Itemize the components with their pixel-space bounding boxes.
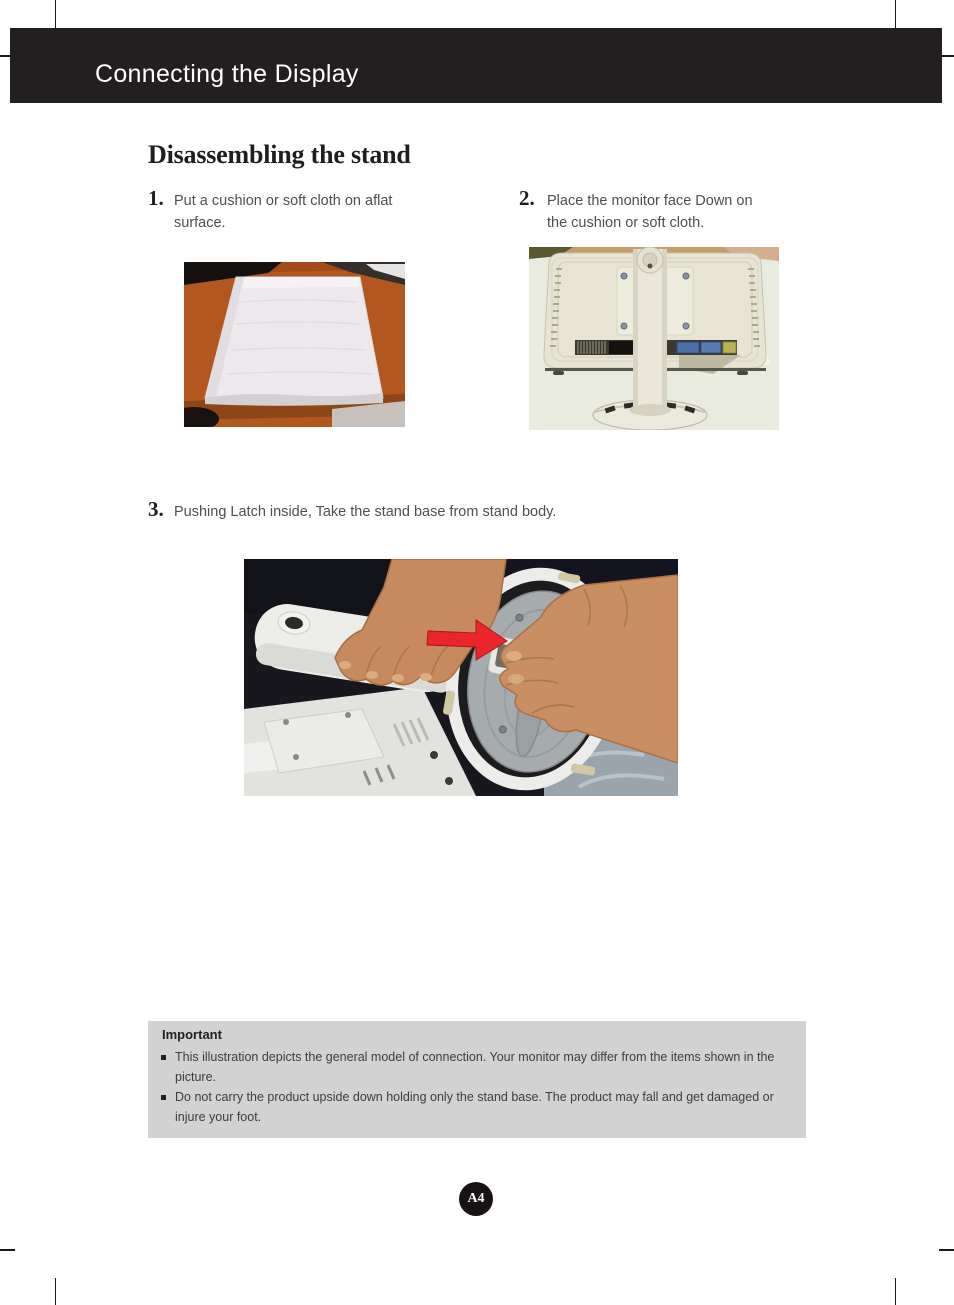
white-cushion-cloth	[205, 277, 383, 406]
important-item-text: Do not carry the product upside down holding only the stand base. The product may fall and get damaged or injure your foot.	[175, 1090, 774, 1124]
crop-mark-top-left	[55, 0, 56, 28]
important-note-box	[148, 1021, 806, 1138]
page-number-badge	[459, 1182, 493, 1216]
power-connector	[723, 342, 736, 353]
important-list	[148, 1047, 775, 1127]
step2-number: 2.	[519, 186, 535, 210]
crop-mark-left	[0, 55, 10, 57]
crop-mark-bottom-left-v	[55, 1278, 56, 1305]
square-bullet-icon	[161, 1095, 166, 1100]
crop-mark-top-right	[895, 0, 896, 28]
crop-mark-right	[942, 55, 954, 57]
step3-photo-removing-stand-base	[244, 559, 678, 796]
section-title: Disassembling the stand	[148, 140, 411, 169]
page-header-bar	[10, 28, 942, 103]
crop-mark-bottom-right-h	[939, 1249, 954, 1251]
page-number: A4	[467, 1191, 485, 1206]
step3-number: 3.	[148, 497, 164, 521]
vga-connector	[677, 342, 699, 353]
stand-column	[629, 247, 671, 416]
page-title: Connecting the Display	[95, 60, 359, 88]
step3-text: Pushing Latch inside, Take the stand base from stand body.	[174, 504, 557, 520]
crop-mark-bottom-right-v	[895, 1278, 896, 1305]
important-item	[148, 1047, 775, 1087]
step1-text: Put a cushion or soft cloth on aflat surface.	[174, 193, 393, 231]
crop-mark-bottom-left-h	[0, 1249, 15, 1251]
important-item-text: This illustration depicts the general model of connection. Your monitor may differ from the items shown in the picture.	[175, 1050, 775, 1084]
important-title: Important	[162, 1027, 222, 1042]
step1-photo-cushion-on-table	[184, 262, 405, 427]
step2-text: Place the monitor face Down on the cushion or soft cloth.	[547, 193, 753, 231]
important-item	[148, 1087, 775, 1127]
square-bullet-icon	[161, 1055, 166, 1060]
dvi-connector	[701, 342, 721, 353]
step2-photo-monitor-face-down	[529, 247, 779, 430]
step1-number: 1.	[148, 186, 164, 210]
